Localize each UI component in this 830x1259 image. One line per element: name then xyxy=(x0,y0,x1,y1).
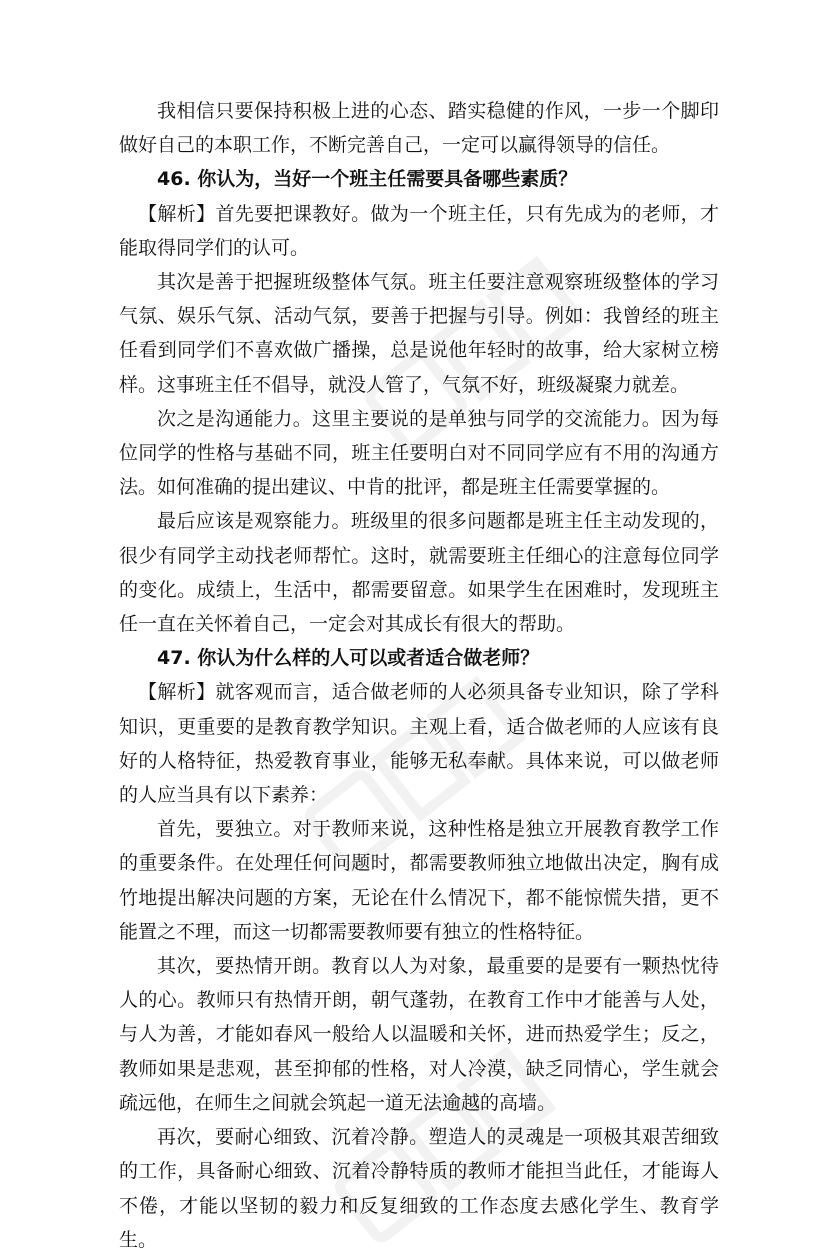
question-heading-46: 46. 你认为，当好一个班主任需要具备哪些素质？ xyxy=(157,168,578,191)
paragraph: 再次，要耐心细致、沉着冷静。塑造人的灵魂是一项极其艰苦细致的工作，具备耐心细致、沉着冷静特质的教师才能担当此任，才能诲人不倦，才能以坚韧的毅力和反复细致的工作态度去感化学生、教育学生。 xyxy=(119,1126,719,1251)
paragraph: 首先，要独立。对于教师来说，这种性格是独立开展教育教学工作的重要条件。在处理任何问题时，都需要教师独立地做出决定，胸有成竹地提出解决问题的方案，无论在什么情况下，都不能惊慌失措，更不能置之不理，而这一切都需要教师要有独立的性格特征。 xyxy=(119,818,719,943)
paragraph: 其次是善于把握班级整体气氛。班主任要注意观察班级整体的学习气氛、娱乐气氛、活动气氛，要善于把握与引导。例如：我曾经的班主任看到同学们不喜欢做广播操，总是说他年轻时的故事，给大家树立榜样。这事班主任不倡导，就没人管了，气氛不好，班级凝聚力就差。 xyxy=(119,271,719,396)
question-heading-47: 47. 你认为什么样的人可以或者适合做老师？ xyxy=(157,647,540,670)
analysis-paragraph-47: 【解析】就客观而言，适合做老师的人必须具备专业知识，除了学科知识，更重要的是教育教学知识。主观上看，适合做老师的人应该有良好的人格特征，热爱教育事业，能够无私奉献。具体来说，可以做老师的人应当具有以下素养： xyxy=(119,681,719,807)
paragraph-leadin: 我相信只要保持积极上进的心态、踏实稳健的作风，一步一个脚印做好自己的本职工作，不断完善自己，一定可以赢得领导的信任。 xyxy=(119,100,719,157)
paragraph: 其次，要热情开朗。教育以人为对象，最重要的是要有一颗热忱待人的心。教师只有热情开朗，朝气蓬勃，在教育工作中才能善与人处，与人为善，才能如春风一般给人以温暖和关怀，进而热爱学生；反之，教师如果是悲观，甚至抑郁的性格，对人冷漠，缺乏同情心，学生就会疏远他，在师生之间就会筑起一道无法逾越的高墙。 xyxy=(119,955,719,1114)
document-body xyxy=(119,94,719,1257)
analysis-paragraph-46: 【解析】首先要把课教好。做为一个班主任，只有先成为的老师，才能取得同学们的认可。 xyxy=(119,202,719,259)
paragraph: 次之是沟通能力。这里主要说的是单独与同学的交流能力。因为每位同学的性格与基础不同，班主任要明白对不同同学应有不用的沟通方法。如何准确的提出建议、中肯的批评，都是班主任需要掌握的。 xyxy=(119,407,719,499)
paragraph: 最后应该是观察能力。班级里的很多问题都是班主任主动发现的，很少有同学主动找老师帮忙。这时，就需要班主任细心的注意每位同学的变化。成绩上，生活中，都需要留意。如果学生在困难时，发现班主任一直在关怀着自己，一定会对其成长有很大的帮助。 xyxy=(119,510,719,636)
